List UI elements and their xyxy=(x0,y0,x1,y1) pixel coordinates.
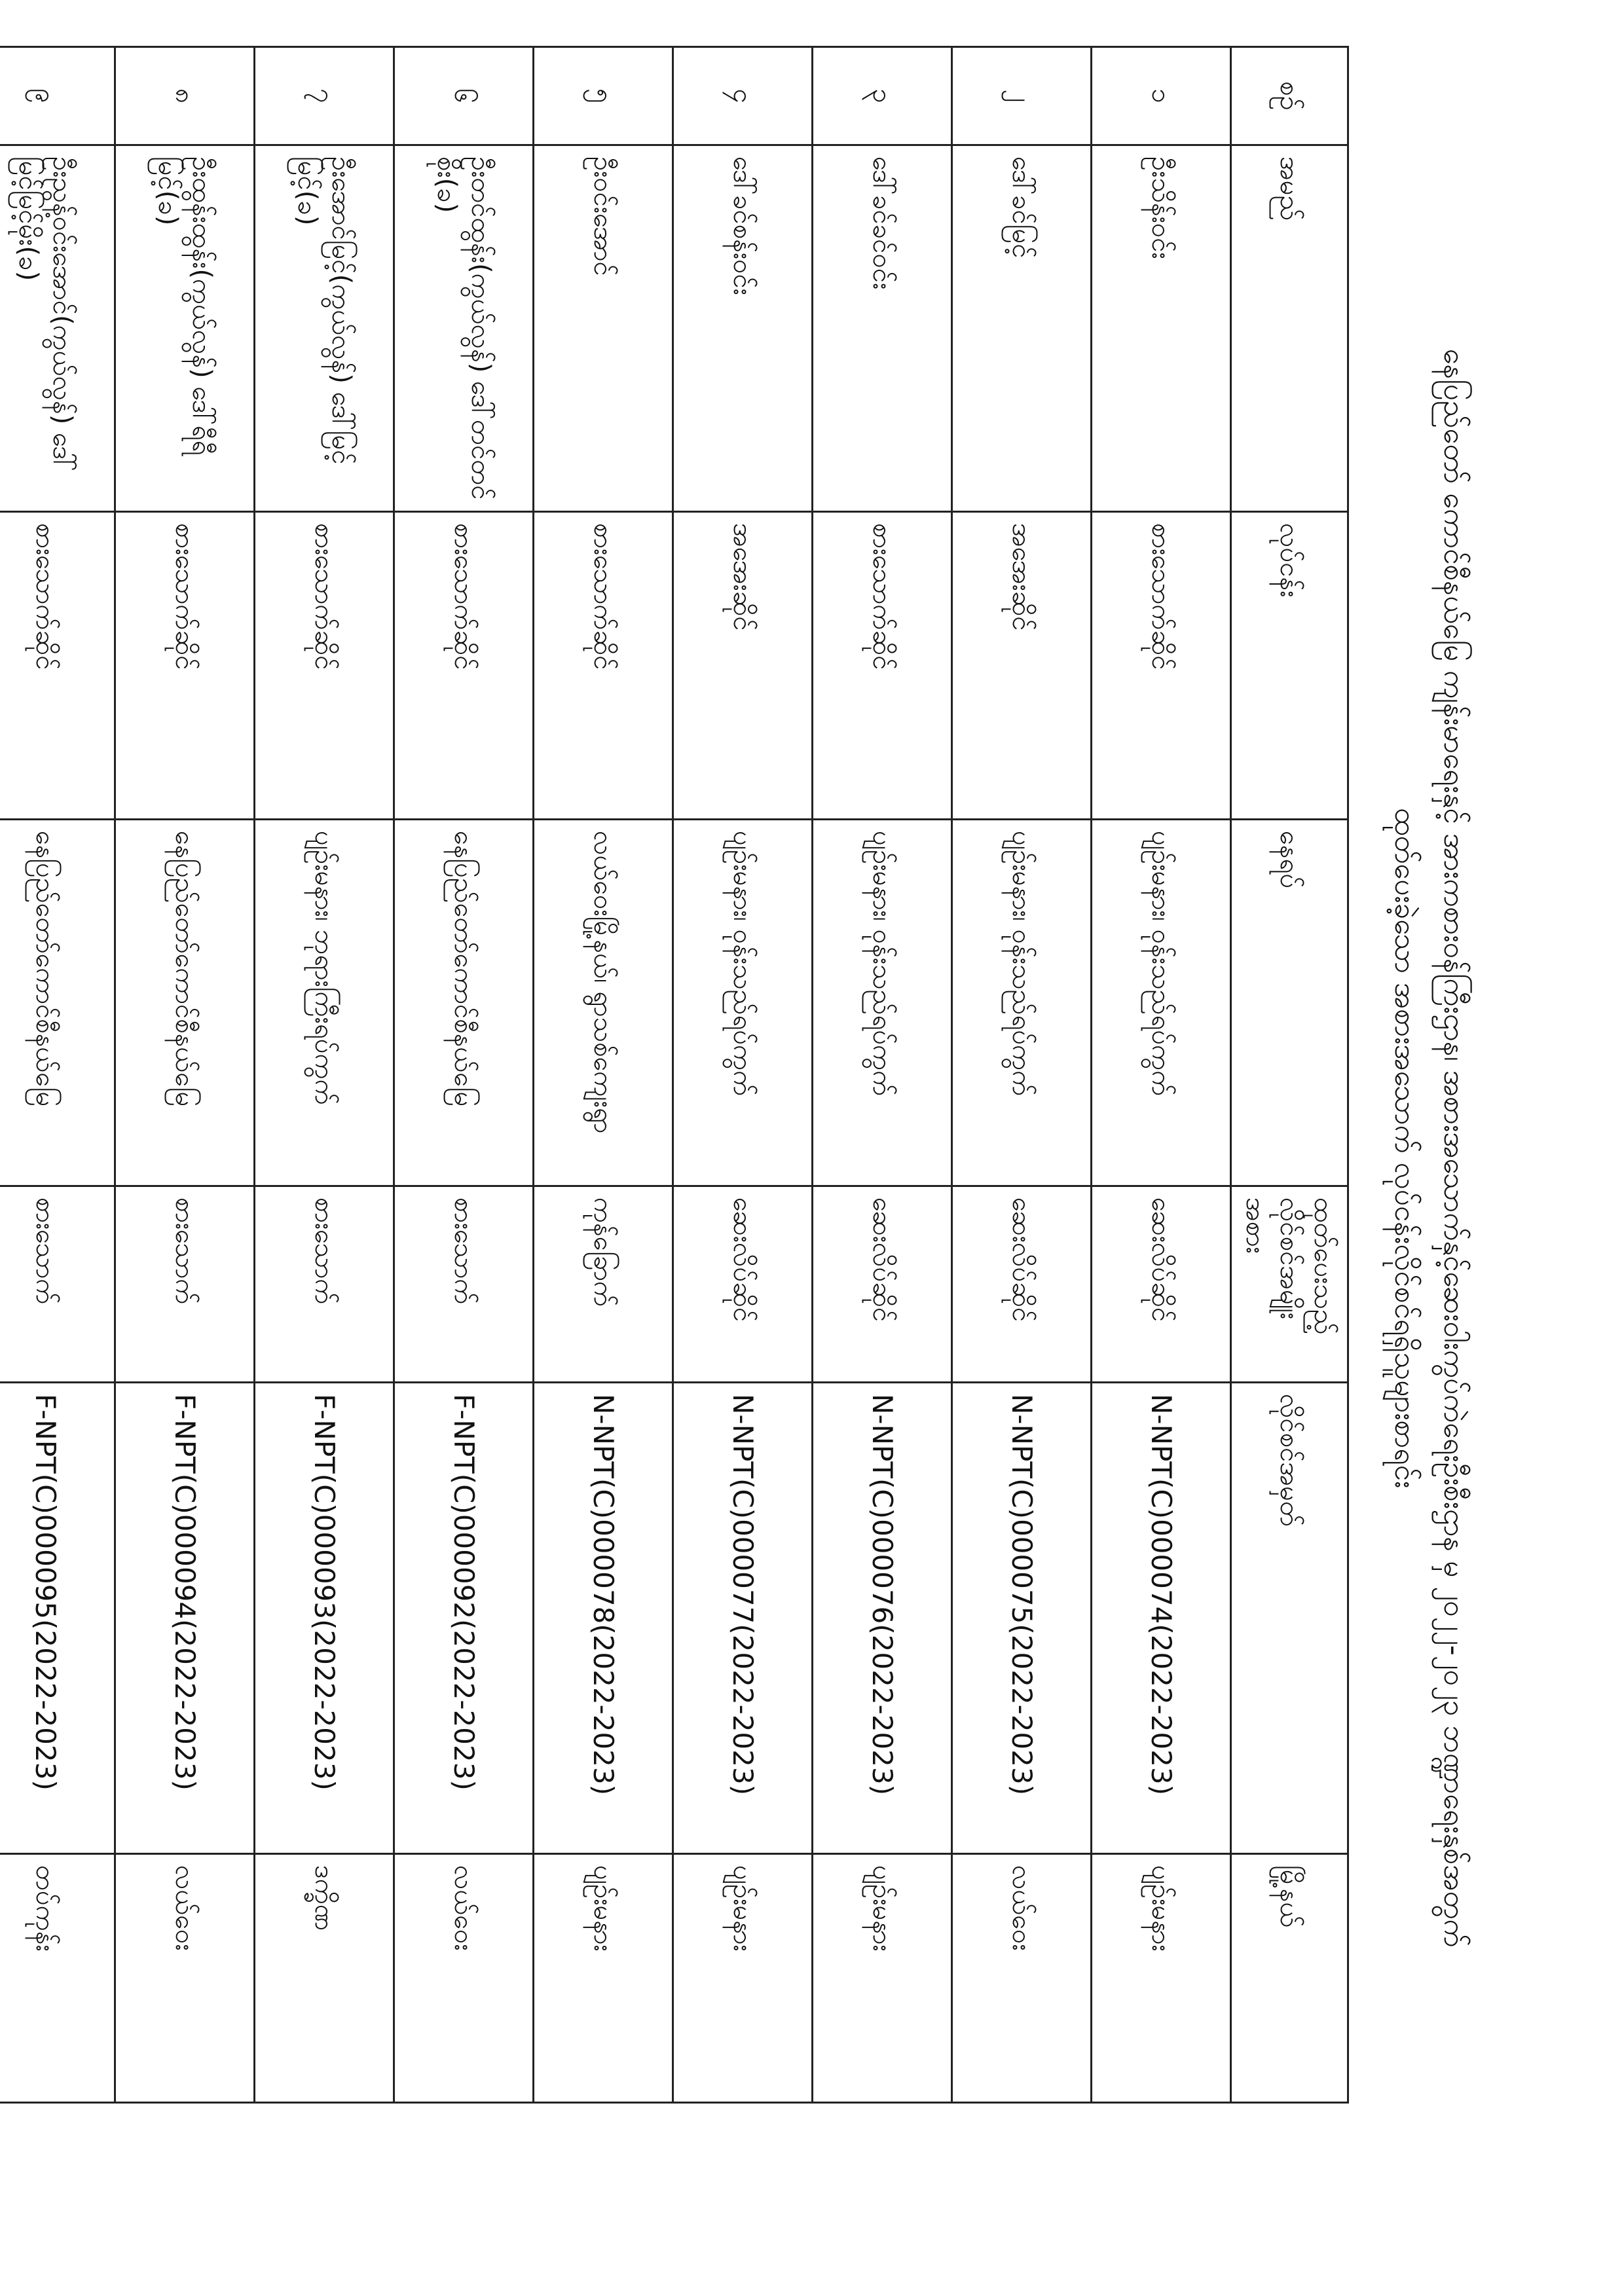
cell-license-no: N-NPT(C)000075(2022-2023) xyxy=(952,1383,1092,1854)
header-business: လုပ်ငန်း xyxy=(1231,512,1348,820)
cell-address: လယ်ဝေးမြို့နယ်၊ ရွာသစ်ကျေးရွာ xyxy=(534,820,673,1186)
cell-township: တပ်ကုန်း xyxy=(0,1854,115,2103)
table-row xyxy=(0,47,115,2103)
cell-address: ပျဉ်းမနား၊ ဝုန်းသည်ရပ်ကွက် xyxy=(673,820,813,1186)
cell-no: ၉ xyxy=(0,47,115,145)
cell-license-type: ဆေးလိပ်ဆိုင် xyxy=(1092,1186,1231,1383)
cell-address: ပျဉ်းမနား၊ ဝုန်းသည်ရပ်ကွက် xyxy=(1092,820,1231,1186)
table-row xyxy=(394,47,534,2103)
cell-township: ပျဉ်းမနား xyxy=(813,1854,952,2103)
cell-license-no: N-NPT(C)000078(2022-2023) xyxy=(534,1383,673,1854)
cell-name: ဦးအောင်မြင့်(ကွယ်လွန်) ဒေါ်မြင့်မြင့်(ခ) xyxy=(255,145,394,512)
cell-township: ပျဉ်းမနား xyxy=(534,1854,673,2103)
header-township: မြို့နယ် xyxy=(1231,1854,1348,2103)
cell-license-type: ဆေးလိပ်ဆိုင် xyxy=(813,1186,952,1383)
cell-no: ၅ xyxy=(534,47,673,145)
cell-address: ပျဉ်းမနား၊ ဝုန်းသည်ရပ်ကွက် xyxy=(952,820,1092,1186)
cell-township: ပျဉ်းမနား xyxy=(673,1854,813,2103)
header-address: နေရပ် xyxy=(1231,820,1348,1186)
table-row xyxy=(115,47,255,2103)
table-row xyxy=(813,47,952,2103)
cell-license-type: ဆေးလိပ်ဆိုင် xyxy=(952,1186,1092,1383)
cell-license-no: F-NPT(C)000092(2022-2023) xyxy=(394,1383,534,1854)
cell-license-no: F-NPT(C)000095(2022-2023) xyxy=(0,1383,115,1854)
table-row xyxy=(1092,47,1231,2103)
cell-address: နေပြည်တော်ကောင်စီနယ်မြေ xyxy=(394,820,534,1186)
cell-township: လယ်ဝေး xyxy=(952,1854,1092,2103)
document-subtitle: ထုတ်ပေးခဲ့သော အစားအသောက် လုပ်ငန်းလိုင်စင်ရရှိသူများစာရင်း xyxy=(1388,807,1422,1489)
cell-license-type: ဆေးလိပ်ဆိုင် xyxy=(673,1186,813,1383)
cell-business: စားသောက်ဆိုင် xyxy=(1092,512,1231,820)
header-license-type: ထုတ်ပေးသည့် လိုင်စင်အမျိုးအစား xyxy=(1231,1186,1348,1383)
cell-license-no: N-NPT(C)000074(2022-2023) xyxy=(1092,1383,1231,1854)
cell-no: ၇ xyxy=(255,47,394,145)
cell-name: ဦးထွန်းထွန်း(ကွယ်လွန်) ဒေါ်ရီရီမြင့်(ခ) xyxy=(115,145,255,512)
cell-address: နေပြည်တော်ကောင်စီနယ်မြေ xyxy=(115,820,255,1186)
cell-license-type: စားသောက် xyxy=(255,1186,394,1383)
table-row xyxy=(673,47,813,2103)
cell-no: ၃ xyxy=(813,47,952,145)
cell-name: ဒေါ်ခင်စန်းဝင်း xyxy=(673,145,813,512)
document-title: နေပြည်တော် ကောင်စီနယ်မြေ ကျန်းမာရေးနှင့် အားကစားဝန်ကြီးဌာန၊ အစားအသောက်နှင့်ဆေးဝါးကွပ်ကဲရေးဦးစီးဌာန မှ ၂၀၂၂-၂၀၂၃ ဘဏ္ဍာရေးနှစ်အတွက် xyxy=(1437,348,1471,1948)
cell-township: လယ်ဝေး xyxy=(394,1854,534,2103)
cell-name: ဒေါ်ခင်မြင့် xyxy=(952,145,1092,512)
cell-license-no: N-NPT(C)000077(2022-2023) xyxy=(673,1383,813,1854)
cell-township: ပျဉ်းမနား xyxy=(1092,1854,1231,2103)
cell-license-type: စားသောက် xyxy=(0,1186,115,1383)
cell-license-type: စားသောက် xyxy=(115,1186,255,1383)
cell-license-no: F-NPT(C)000094(2022-2023) xyxy=(115,1383,255,1854)
cell-business: စားသောက်ဆိုင် xyxy=(255,512,394,820)
cell-address: နေပြည်တော်ကောင်စီနယ်မြေ xyxy=(0,820,115,1186)
cell-name: ဒေါ်ခင်ခင်ဝင်း xyxy=(813,145,952,512)
cell-address: ပျဉ်းမနား၊ ဝုန်းသည်ရပ်ကွက် xyxy=(813,820,952,1186)
cell-business: အအေးဆိုင် xyxy=(673,512,813,820)
cell-no: ၄ xyxy=(673,47,813,145)
cell-business: စားသောက်ဆိုင် xyxy=(813,512,952,820)
cell-no: ၈ xyxy=(115,47,255,145)
cell-business: စားသောက်ဆိုင် xyxy=(115,512,255,820)
cell-license-type: စားသောက် xyxy=(394,1186,534,1383)
table-body xyxy=(0,47,1231,2103)
cell-name: ဦးတင်ထွန်း(ကွယ်လွန်) ဒေါ်တင်တင်စိုး(ခ) xyxy=(394,145,534,512)
table-row xyxy=(534,47,673,2103)
cell-township: လယ်ဝေး xyxy=(115,1854,255,2103)
cell-no: ၂ xyxy=(952,47,1092,145)
header-license-no: လိုင်စင်အမှတ် xyxy=(1231,1383,1348,1854)
license-table xyxy=(0,46,1349,2104)
cell-business: စားသောက်ဆိုင် xyxy=(534,512,673,820)
cell-license-no: F-NPT(C)000093(2022-2023) xyxy=(255,1383,394,1854)
cell-business: စားသောက်ဆိုင် xyxy=(394,512,534,820)
cell-township: ဒက္ခိဏ xyxy=(255,1854,394,2103)
table-row xyxy=(255,47,394,2103)
cell-name: ဦးညွန့်ဝင်းအောင်(ကွယ်လွန်) ဒေါ်မြင့်မြင့်မိုး(ခ) xyxy=(0,145,115,512)
cell-license-no: N-NPT(C)000076(2022-2023) xyxy=(813,1383,952,1854)
cell-name: ဦးသိန်းဝင်း xyxy=(1092,145,1231,512)
cell-address: ပျဉ်းမနား၊ ဘုရားကြီးရပ်ကွက် xyxy=(255,820,394,1186)
cell-license-type: ကုန်ခြောက် xyxy=(534,1186,673,1383)
header-no: စဉ် xyxy=(1231,47,1348,145)
cell-name: ဦးဝင်းအောင် xyxy=(534,145,673,512)
cell-business: အအေးဆိုင် xyxy=(952,512,1092,820)
table-row xyxy=(952,47,1092,2103)
cell-no: ၆ xyxy=(394,47,534,145)
table-header-row xyxy=(1231,47,1348,2103)
cell-business: စားသောက်ဆိုင် xyxy=(0,512,115,820)
cell-no: ၁ xyxy=(1092,47,1231,145)
header-name: အမည် xyxy=(1231,145,1348,512)
